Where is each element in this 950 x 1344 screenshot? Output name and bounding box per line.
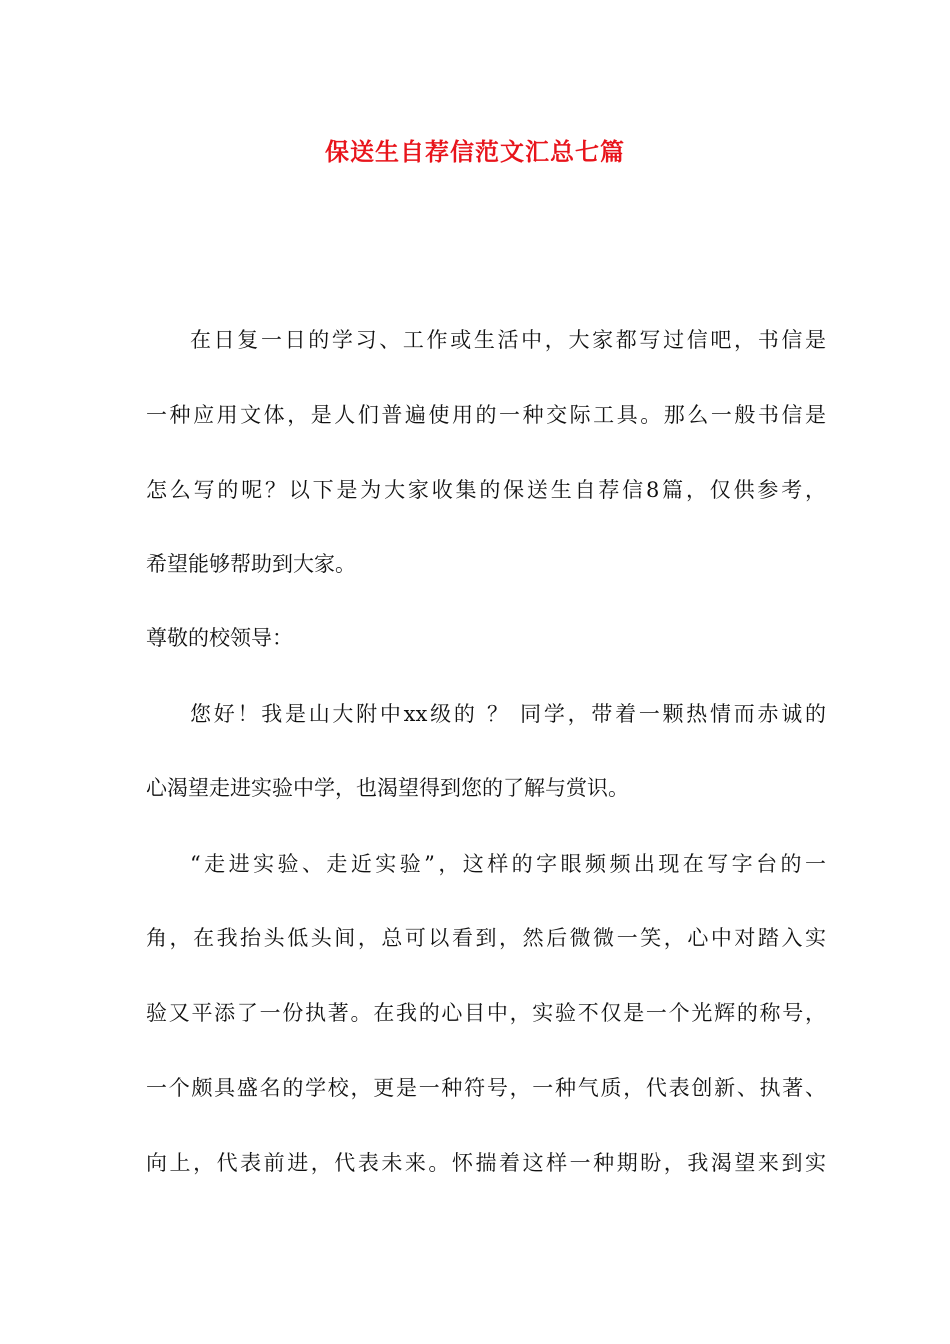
document-title: 保送生自荐信范文汇总七篇 (325, 137, 625, 166)
paragraph-line: 验又平添了一份执著。在我的心目中，实验不仅是一个光辉的称号， (146, 1001, 826, 1025)
paragraph-line: “走进实验、走近实验”，这样的字眼频频出现在写字台的一 (190, 852, 826, 876)
paragraph-line: 角，在我抬头低头间，总可以看到，然后微微一笑，心中对踏入实 (146, 926, 826, 950)
paragraph-line: 一个颇具盛名的学校，更是一种符号，一种气质，代表创新、执著、 (146, 1076, 826, 1100)
paragraph-line: 一种应用文体，是人们普遍使用的一种交际工具。那么一般书信是 (146, 403, 826, 427)
paragraph-line: 在日复一日的学习、工作或生活中，大家都写过信吧，书信是 (190, 328, 826, 352)
paragraph-line: 您好！我是山大附中xx级的 ？ 同学，带着一颗热情而赤诚的 (190, 702, 826, 726)
salutation-line: 尊敬的校领导： (146, 626, 293, 650)
paragraph-line: 心渴望走进实验中学，也渴望得到您的了解与赏识。 (146, 776, 629, 800)
paragraph-line: 向上，代表前进，代表未来。怀揣着这样一种期盼，我渴望来到实 (146, 1151, 826, 1175)
paragraph-line: 怎么写的呢？以下是为大家收集的保送生自荐信8篇，仅供参考， (146, 478, 826, 502)
paragraph-line: 希望能够帮助到大家。 (146, 552, 356, 576)
